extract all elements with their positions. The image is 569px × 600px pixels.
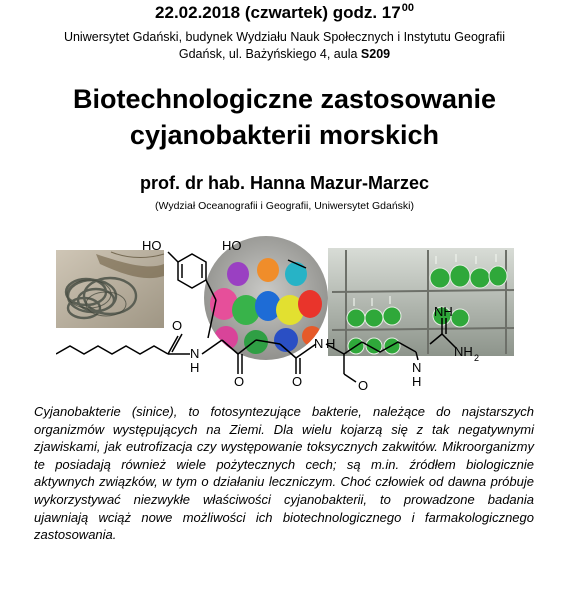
photobioreactor-photo <box>328 248 514 356</box>
venue-line-2 <box>0 46 569 63</box>
amide-n-label-right: N <box>314 336 324 351</box>
event-time-minutes: 00 <box>401 2 414 14</box>
hydroxyl-label-center: HO <box>222 238 242 253</box>
amide-h-label-right: H <box>326 336 336 351</box>
cyanopeptide-structure-figure <box>56 234 514 394</box>
aldehyde-o-label: O <box>358 378 369 393</box>
microscope-photo <box>56 250 164 328</box>
venue-line-1: Uniwersytet Gdański, budynek Wydziału Nauk Społecznych i Instytutu Geografii <box>63 30 506 44</box>
event-datetime <box>0 2 569 23</box>
guanidine-imine-label: NH <box>434 304 453 319</box>
talk-abstract: Cyjanobakterie (sinice), to fotosyntezujące bakterie, należące do najstarszych organizmów występujących na Ziemi. Dla wielu kojarzą się z tak negatywnymi zjawiskami, jak eutrofizacja czy występowanie toksycznych zakwitów. Mikroorganizmy te posiadają również wiele pożytecznych cech; są m.in. źródłem biologicznie aktywnych związków, w tym o działaniu leczniczym. Choć człowiek od dawna próbuje wykorzystywać niezwykłe właściwości cyjanobakterii, to prowadzone badania ujawniają wciąż nowe możliwości ich biotechnologicznego i farmakologicznego zastosowania. <box>34 404 534 543</box>
event-date-time: 22.02.2018 (czwartek) godz. 17 <box>155 3 401 22</box>
amide-n-label-left: N <box>190 346 200 361</box>
guanidine-h-label: H <box>412 374 422 389</box>
carbonyl-o-label-2: O <box>234 374 245 389</box>
guanidine-amine-subscript: 2 <box>474 353 480 363</box>
carbonyl-o-label-3: O <box>292 374 303 389</box>
talk-title-line-1: Biotechnologiczne zastosowanie <box>72 84 497 114</box>
hydroxyl-label-left: HO <box>142 238 162 253</box>
guanidine-n-label: N <box>412 360 422 375</box>
amide-h-label-left: H <box>190 360 200 375</box>
talk-title-line-2: cyjanobakterii morskich <box>129 120 440 150</box>
venue-room: S209 <box>360 47 391 61</box>
speaker-affiliation: (Wydział Oceanografii i Geografii, Uniwersytet Gdański) <box>155 200 414 212</box>
venue-address: Gdańsk, ul. Bażyńskiego 4, aula <box>178 47 361 61</box>
carbonyl-o-label-1: O <box>172 318 183 333</box>
speaker-name: prof. dr hab. Hanna Mazur-Marzec <box>139 173 430 193</box>
guanidine-amine-label: NH <box>454 344 473 359</box>
